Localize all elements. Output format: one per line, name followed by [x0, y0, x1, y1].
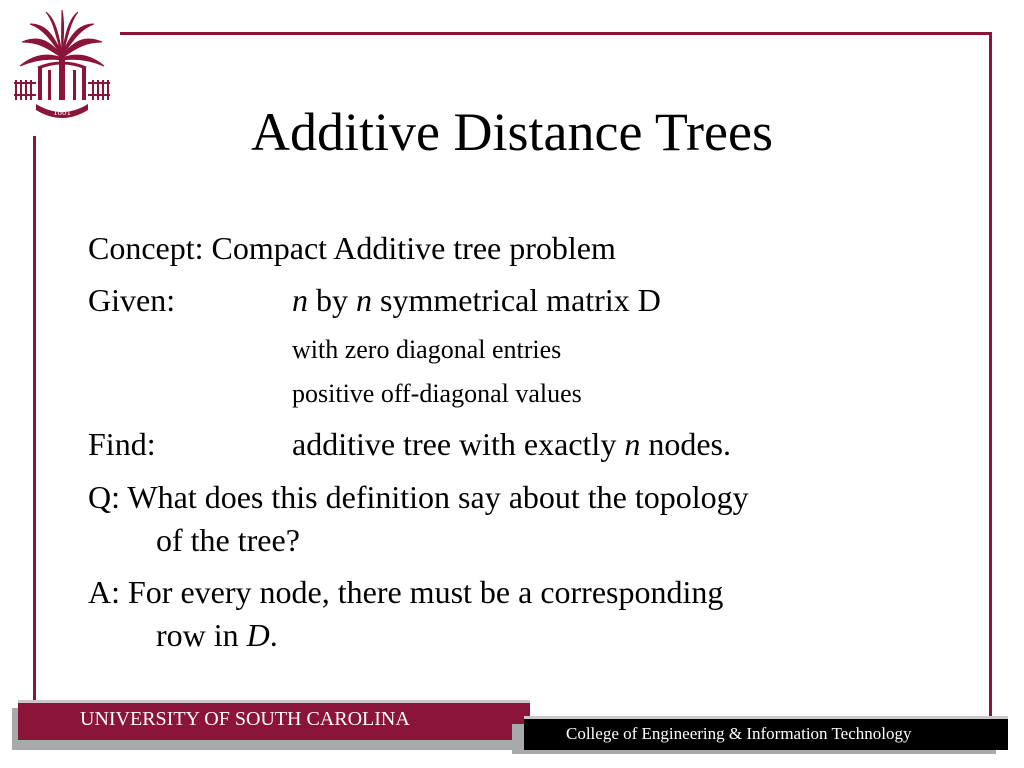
answer-line-2	[156, 619, 278, 651]
question-line-2: of the tree?	[156, 522, 300, 558]
question-line-1: Q: What does this definition say about the topology	[88, 479, 749, 515]
given-n1: n	[292, 282, 308, 318]
frame-top-border	[120, 32, 992, 35]
answer-d: D	[246, 617, 270, 653]
answer-line-2-end: .	[269, 617, 278, 653]
university-name: UNIVERSITY OF SOUTH CAROLINA	[80, 708, 410, 730]
given-n2: n	[356, 282, 372, 318]
find-text-end: nodes.	[640, 426, 731, 462]
college-name: College of Engineering & Information Technology	[566, 724, 912, 743]
given-by: by	[308, 282, 356, 318]
find-text-start: additive tree with exactly	[292, 426, 625, 462]
given-label: Given:	[88, 282, 176, 318]
logo-year: 1801	[53, 107, 71, 117]
frame-left-border	[33, 136, 36, 702]
slide-title: Additive Distance Trees	[251, 102, 773, 162]
answer-line-2-start: row in	[156, 617, 247, 653]
given-text	[292, 284, 661, 316]
given-subitem-zero-diagonal: with zero diagonal entries	[292, 335, 562, 364]
find-label: Find:	[88, 426, 156, 462]
given-subitem-positive-offdiagonal: positive off-diagonal values	[292, 379, 582, 408]
answer-line-1: A: For every node, there must be a corresponding	[88, 574, 724, 610]
concept-line: Concept: Compact Additive tree problem	[88, 230, 616, 266]
given-rest: symmetrical matrix D	[372, 282, 661, 318]
find-n: n	[624, 426, 641, 462]
find-text	[292, 428, 731, 460]
